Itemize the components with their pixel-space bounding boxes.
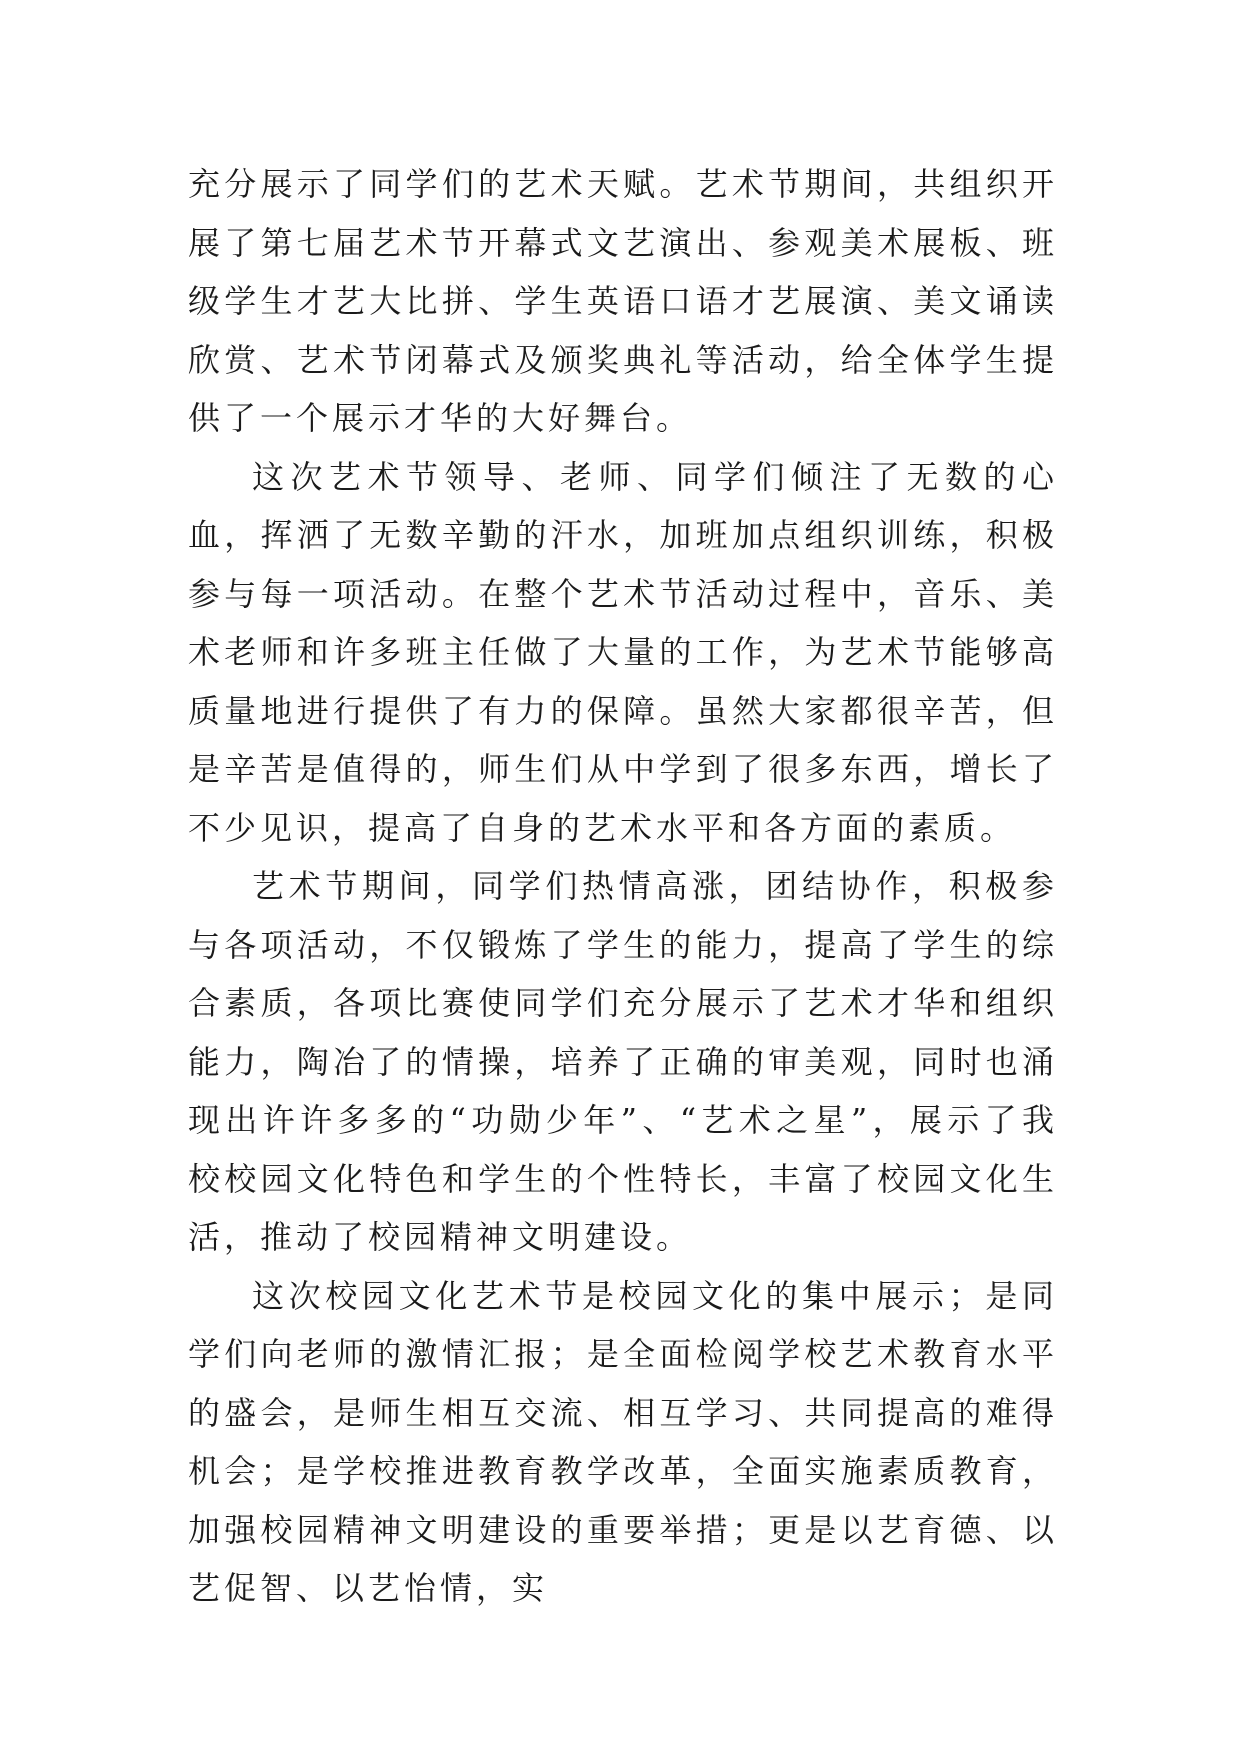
- paragraph-1: 充分展示了同学们的艺术天赋。艺术节期间，共组织开展了第七届艺术节开幕式文艺演出、参观美术展板、班级学生才艺大比拼、学生英语口语才艺展演、美文诵读欣赏、艺术节闭幕式及颁奖典礼等活动，给全体学生提供了一个展示才华的大好舞台。: [188, 165, 1058, 437]
- body-text: [188, 155, 1058, 1618]
- paragraph-4: 这次校园文化艺术节是校园文化的集中展示；是同学们向老师的激情汇报；是全面检阅学校艺术教育水平的盛会，是师生相互交流、相互学习、共同提高的难得机会；是学校推进教育教学改革，全面实施素质教育，加强校园精神文明建设的重要举措；更是以艺育德、以艺促智、以艺怡情，实: [188, 1276, 1058, 1607]
- paragraph-3: 艺术节期间，同学们热情高涨，团结协作，积极参与各项活动，不仅锻炼了学生的能力，提高了学生的综合素质，各项比赛使同学们充分展示了艺术才华和组织能力，陶冶了的情操，培养了正确的审美观，同时也涌现出许许多多的“功勋少年”、“艺术之星”，展示了我校校园文化特色和学生的个性特长，丰富了校园文化生活，推动了校园精神文明建设。: [188, 867, 1058, 1256]
- paragraph-2: 这次艺术节领导、老师、同学们倾注了无数的心血，挥洒了无数辛勤的汗水，加班加点组织训练，积极参与每一项活动。在整个艺术节活动过程中，音乐、美术老师和许多班主任做了大量的工作，为艺术节能够高质量地进行提供了有力的保障。虽然大家都很辛苦，但是辛苦是值得的，师生们从中学到了很多东西，增长了不少见识，提高了自身的艺术水平和各方面的素质。: [188, 457, 1058, 847]
